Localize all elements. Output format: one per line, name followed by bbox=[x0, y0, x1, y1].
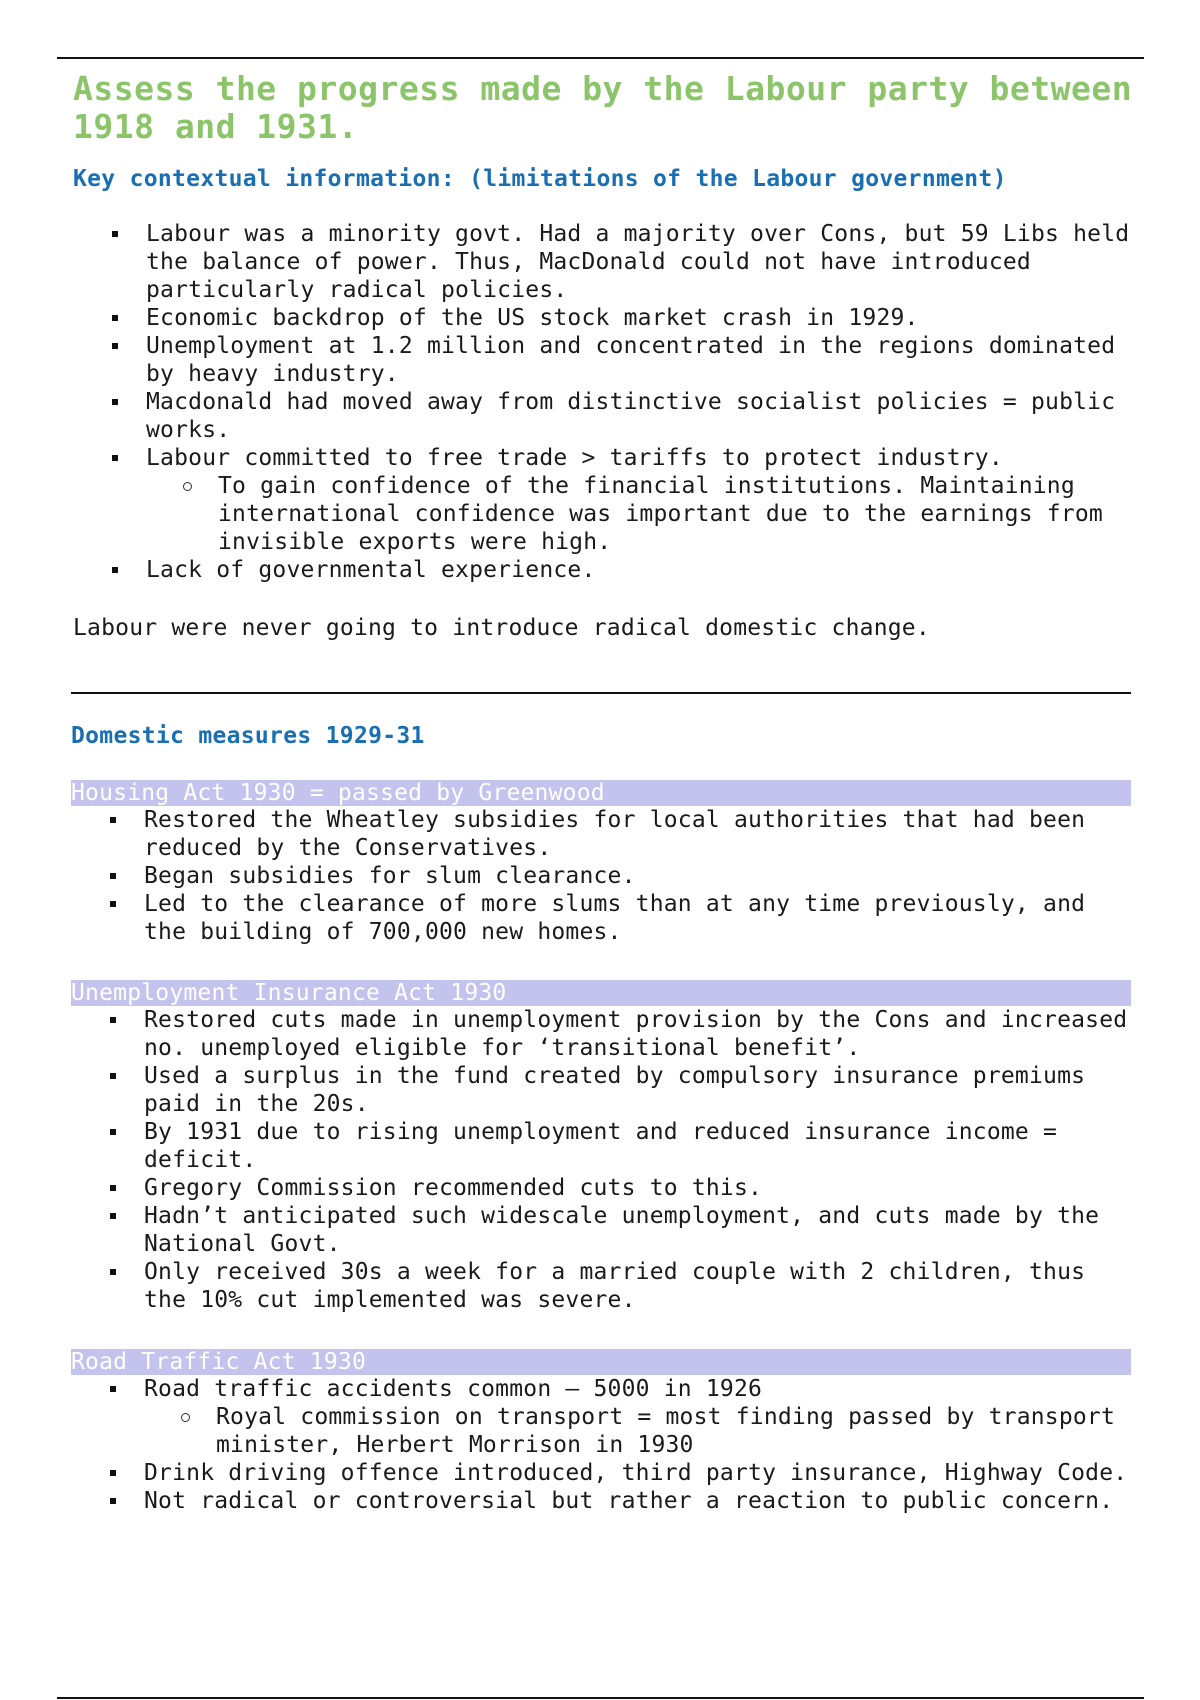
top-rule bbox=[57, 57, 1144, 59]
list-item: Labour was a minority govt. Had a majority over Cons, but 59 Libs held the balance of power. Thus, MacDonald could not have introduced particularly radical policies. bbox=[73, 220, 1133, 304]
list-item: Economic backdrop of the US stock market crash in 1929. bbox=[73, 304, 1133, 332]
road-list bbox=[71, 1375, 1131, 1515]
road-band: Road Traffic Act 1930 bbox=[71, 1349, 1131, 1375]
list-item: Macdonald had moved away from distinctive socialist policies = public works. bbox=[73, 388, 1133, 444]
list-item: Began subsidies for slum clearance. bbox=[71, 862, 1131, 890]
list-item: Only received 30s a week for a married couple with 2 children, thus the 10% cut implemented was severe. bbox=[71, 1258, 1131, 1314]
unemployment-band: Unemployment Insurance Act 1930 bbox=[71, 980, 1131, 1006]
list-item: Unemployment at 1.2 million and concentrated in the regions dominated by heavy industry. bbox=[73, 332, 1133, 388]
domestic-heading: Domestic measures 1929-31 bbox=[71, 723, 425, 749]
list-item: Drink driving offence introduced, third party insurance, Highway Code. bbox=[71, 1459, 1131, 1487]
list-item bbox=[71, 1375, 1131, 1459]
conclusion-text: Labour were never going to introduce radical domestic change. bbox=[73, 615, 930, 641]
list-item-text: Labour committed to free trade > tariffs to protect industry. bbox=[146, 445, 1003, 471]
list-item bbox=[73, 444, 1133, 556]
list-item: Lack of governmental experience. bbox=[73, 556, 1133, 584]
sub-list-item: Royal commission on transport = most finding passed by transport minister, Herbert Morrison in 1930 bbox=[143, 1403, 1131, 1459]
list-item-text: Road traffic accidents common – 5000 in 1926 bbox=[144, 1376, 763, 1402]
list-item: Hadn’t anticipated such widescale unemployment, and cuts made by the National Govt. bbox=[71, 1202, 1131, 1258]
section-divider bbox=[71, 692, 1131, 694]
key-context-heading: Key contextual information: (limitations of the Labour government) bbox=[73, 166, 1007, 192]
unemployment-section bbox=[71, 980, 1131, 1314]
bottom-rule bbox=[57, 1697, 1144, 1699]
domestic-heading-block bbox=[71, 723, 1131, 749]
sub-list bbox=[146, 472, 1133, 556]
key-context-list bbox=[73, 220, 1133, 584]
housing-list bbox=[71, 806, 1131, 946]
unemployment-list bbox=[71, 1006, 1131, 1314]
list-item: Led to the clearance of more slums than at any time previously, and the building of 700,000 new homes. bbox=[71, 890, 1131, 946]
sub-list bbox=[144, 1403, 1131, 1459]
sub-list-item: To gain confidence of the financial institutions. Maintaining international confidence was important due to the earnings from invisible exports were high. bbox=[145, 472, 1133, 556]
list-item: Restored the Wheatley subsidies for local authorities that had been reduced by the Conservatives. bbox=[71, 806, 1131, 862]
page-title: Assess the progress made by the Labour party between 1918 and 1931. bbox=[73, 69, 1133, 146]
list-item: Restored cuts made in unemployment provision by the Cons and increased no. unemployed eligible for ‘transitional benefit’. bbox=[71, 1006, 1131, 1062]
housing-section bbox=[71, 780, 1131, 946]
list-item: Used a surplus in the fund created by compulsory insurance premiums paid in the 20s. bbox=[71, 1062, 1131, 1118]
road-section bbox=[71, 1349, 1131, 1515]
list-item: Gregory Commission recommended cuts to this. bbox=[71, 1174, 1131, 1202]
key-context-section bbox=[73, 70, 1133, 642]
list-item: Not radical or controversial but rather a reaction to public concern. bbox=[71, 1487, 1131, 1515]
housing-band: Housing Act 1930 = passed by Greenwood bbox=[71, 780, 1131, 806]
list-item: By 1931 due to rising unemployment and reduced insurance income = deficit. bbox=[71, 1118, 1131, 1174]
